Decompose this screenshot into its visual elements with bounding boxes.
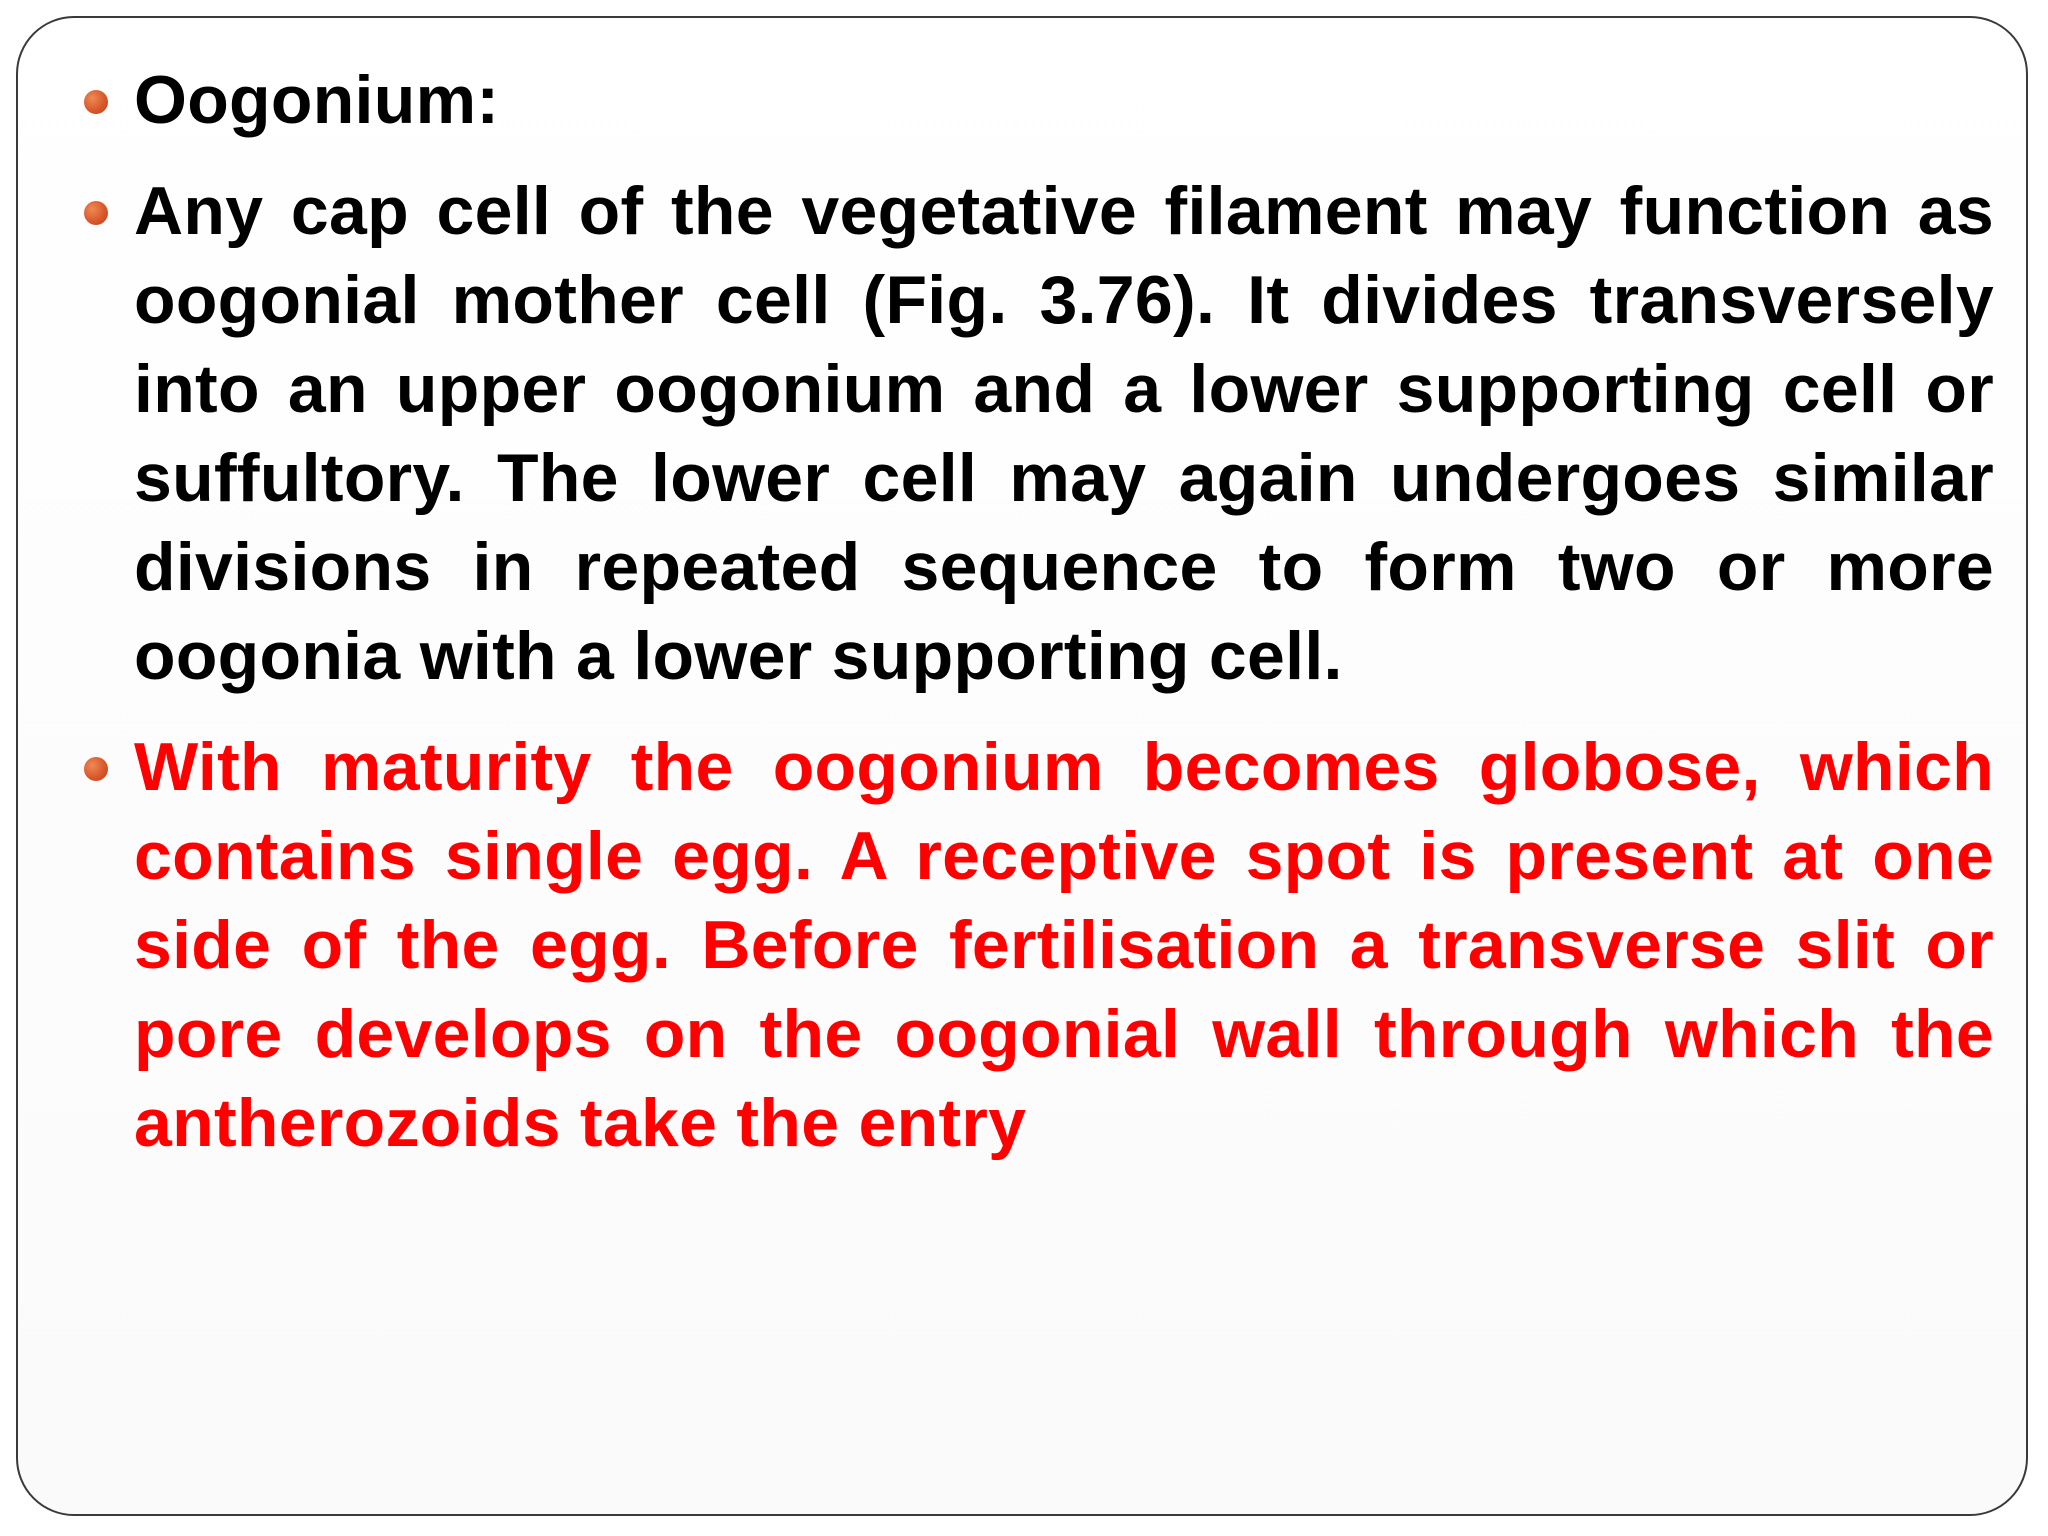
slide-frame — [16, 16, 2028, 1516]
slide-content — [84, 56, 1994, 1190]
bullet-text-oogonium-description: Any cap cell of the vegetative filament may function as oogonial mother cell (Fig. 3.76). It divides transversely into an upper oogonium and a lower supporting cell or suffultory. The lower cell may again undergoes similar divisions in repeated sequence to form two or more oogonia with a lower supporting cell. — [134, 173, 1994, 694]
bullet-text-maturity-highlight: With maturity the oogonium becomes globose, which contains single egg. A receptive spot is present at one side of the egg. Before fertilisation a transverse slit or pore develops on the oogonial wall through which the antherozoids take the entry — [134, 729, 1994, 1161]
orange-dot-bullet-icon — [84, 757, 108, 781]
bullet-item-description — [84, 167, 1994, 701]
orange-dot-bullet-icon — [84, 201, 108, 225]
bullet-item-heading — [84, 56, 1994, 145]
bullet-item-maturity — [84, 723, 1994, 1168]
bullet-text-oogonium-heading: Oogonium: — [134, 62, 500, 138]
orange-dot-bullet-icon — [84, 90, 108, 114]
